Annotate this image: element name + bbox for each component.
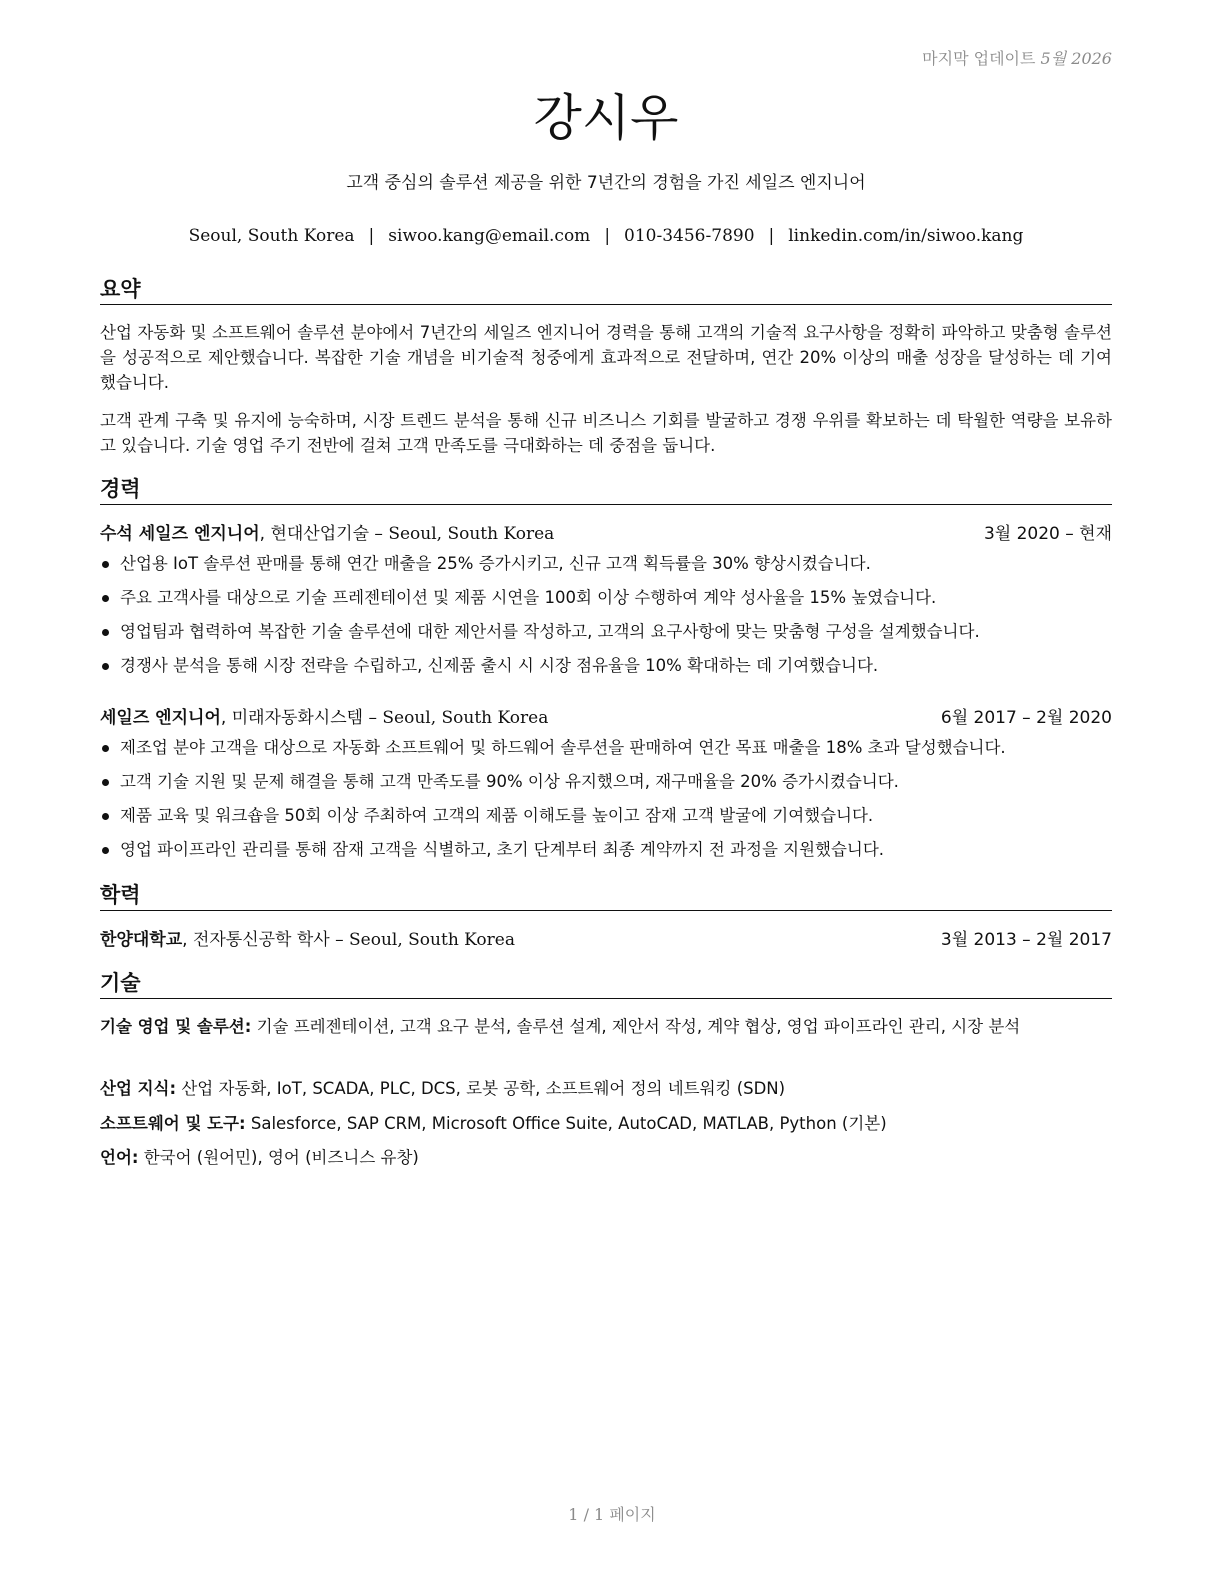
- education-location: Seoul, South Korea: [349, 930, 515, 950]
- job-bullet: 영업 파이프라인 관리를 통해 잠재 고객을 식별하고, 초기 단계부터 최종 계약까지 전 과정을 지원했습니다.: [100, 833, 1130, 867]
- skill-value: 한국어 (원어민), 영어 (비즈니스 유창): [143, 1148, 419, 1167]
- section-title-experience: 경력: [100, 476, 1112, 505]
- contact-linkedin[interactable]: linkedin.com/in/siwoo.kang: [788, 226, 1024, 246]
- education-school: 한양대학교: [100, 930, 183, 950]
- skill-value: 기술 프레젠테이션, 고객 요구 분석, 솔루션 설계, 제안서 작성, 계약 협상, 영업 파이프라인 관리, 시장 분석: [256, 1017, 1021, 1036]
- candidate-tagline: 고객 중심의 솔루션 제공을 위한 7년간의 경험을 가진 세일즈 엔지니어: [346, 173, 866, 193]
- last-updated-date: 5월 2026: [1040, 49, 1112, 68]
- job-bullet: 영업팀과 협력하여 복잡한 기술 솔루션에 대한 제안서를 작성하고, 고객의 요구사항에 맞는 맞춤형 구성을 설계했습니다.: [100, 615, 1130, 649]
- job-bullet: 주요 고객사를 대상으로 기술 프레젠테이션 및 제품 시연을 100회 이상 수행하여 계약 성사율을 15% 높였습니다.: [100, 581, 1130, 615]
- job-bullets-1: [100, 547, 1130, 683]
- job-header-2: 세일즈 엔지니어, 미래자동화시스템 – Seoul, South Korea 6월 2017 – 2월 2020: [100, 708, 1112, 728]
- contact-line: [100, 224, 1112, 248]
- job-company: 미래자동화시스템: [231, 708, 364, 728]
- section-title-skills: 기술: [100, 970, 1112, 999]
- job-location: Seoul, South Korea: [382, 708, 549, 728]
- job-location: Seoul, South Korea: [388, 524, 555, 544]
- skill-item: [100, 1014, 1112, 1039]
- job-bullet: 고객 기술 지원 및 문제 해결을 통해 고객 만족도를 90% 이상 유지했으며, 재구매율을 20% 증가시켰습니다.: [100, 765, 1130, 799]
- education-degree: 전자통신공학 학사: [192, 930, 330, 950]
- education-entry: 한양대학교, 전자통신공학 학사 – Seoul, South Korea 3월 2013 – 2월 2017: [100, 930, 1112, 950]
- candidate-name: 강시우: [533, 89, 679, 147]
- page-label: 페이지: [609, 1505, 656, 1524]
- job-bullet: 경쟁사 분석을 통해 시장 전략을 수립하고, 신제품 출시 시 시장 점유율을 10% 확대하는 데 기여했습니다.: [100, 649, 1130, 683]
- job-dates: 3월 2020 – 현재: [983, 524, 1112, 544]
- contact-email[interactable]: siwoo.kang@email.com: [388, 226, 591, 246]
- job-bullet: 산업용 IoT 솔루션 판매를 통해 연간 매출을 25% 증가시키고, 신규 고객 획득률을 30% 향상시켰습니다.: [100, 547, 1130, 581]
- education-dates: 3월 2013 – 2월 2017: [940, 930, 1112, 950]
- contact-separator: |: [768, 226, 775, 246]
- job-role: 세일즈 엔지니어: [100, 708, 221, 728]
- page-footer: [0, 1502, 1224, 1525]
- skill-item: [100, 1111, 1112, 1136]
- contact-location: Seoul, South Korea: [188, 226, 355, 246]
- job-header-1: 수석 세일즈 엔지니어, 현대산업기술 – Seoul, South Korea 3월 2020 – 현재: [100, 524, 1112, 544]
- contact-phone: 010-3456-7890: [624, 226, 755, 246]
- skill-item: [100, 1145, 1112, 1170]
- contact-separator: |: [368, 226, 375, 246]
- job-company: 현대산업기술: [270, 524, 369, 544]
- summary-paragraph-1: 산업 자동화 및 소프트웨어 솔루션 분야에서 7년간의 세일즈 엔지니어 경력을 통해 고객의 기술적 요구사항을 정확히 파악하고 맞춤형 솔루션을 성공적으로 제안했습니다. 복잡한 기술 개념을 비기술적 청중에게 효과적으로 전달하며, 연간 20% 이상의 매출 성장을 달성하는 데 기여했습니다.: [100, 323, 1112, 392]
- last-updated-label: 마지막 업데이트: [922, 49, 1036, 68]
- summary-paragraph-2: 고객 관계 구축 및 유지에 능숙하며, 시장 트렌드 분석을 통해 신규 비즈니스 기회를 발굴하고 경쟁 우위를 확보하는 데 탁월한 역량을 보유하고 있습니다. 기술 영업 주기 전반에 걸쳐 고객 만족도를 극대화하는 데 중점을 둡니다.: [100, 411, 1112, 455]
- skill-label: 언어:: [100, 1148, 139, 1167]
- job-bullet: 제품 교육 및 워크숍을 50회 이상 주최하여 고객의 제품 이해도를 높이고 잠재 고객 발굴에 기여했습니다.: [100, 799, 1130, 833]
- skill-item: [100, 1076, 1112, 1101]
- skill-label: 산업 지식:: [100, 1079, 177, 1098]
- last-updated: [100, 46, 1112, 69]
- skill-label: 소프트웨어 및 도구:: [100, 1114, 246, 1133]
- skill-value: Salesforce, SAP CRM, Microsoft Office Suite, AutoCAD, MATLAB, Python (기본): [250, 1114, 887, 1133]
- section-title-summary: 요약: [100, 276, 1112, 305]
- job-bullets-2: [100, 731, 1130, 867]
- section-title-education: 학력: [100, 882, 1112, 911]
- job-dates: 6월 2017 – 2월 2020: [940, 708, 1112, 728]
- contact-separator: |: [604, 226, 611, 246]
- skill-value: 산업 자동화, IoT, SCADA, PLC, DCS, 로봇 공학, 소프트웨어 정의 네트워킹 (SDN): [181, 1079, 786, 1098]
- skill-label: 기술 영업 및 솔루션:: [100, 1017, 252, 1036]
- job-role: 수석 세일즈 엔지니어: [100, 524, 260, 544]
- job-bullet: 제조업 분야 고객을 대상으로 자동화 소프트웨어 및 하드웨어 솔루션을 판매하여 연간 목표 매출을 18% 초과 달성했습니다.: [100, 731, 1130, 765]
- page-indicator: 1 / 1: [568, 1505, 605, 1524]
